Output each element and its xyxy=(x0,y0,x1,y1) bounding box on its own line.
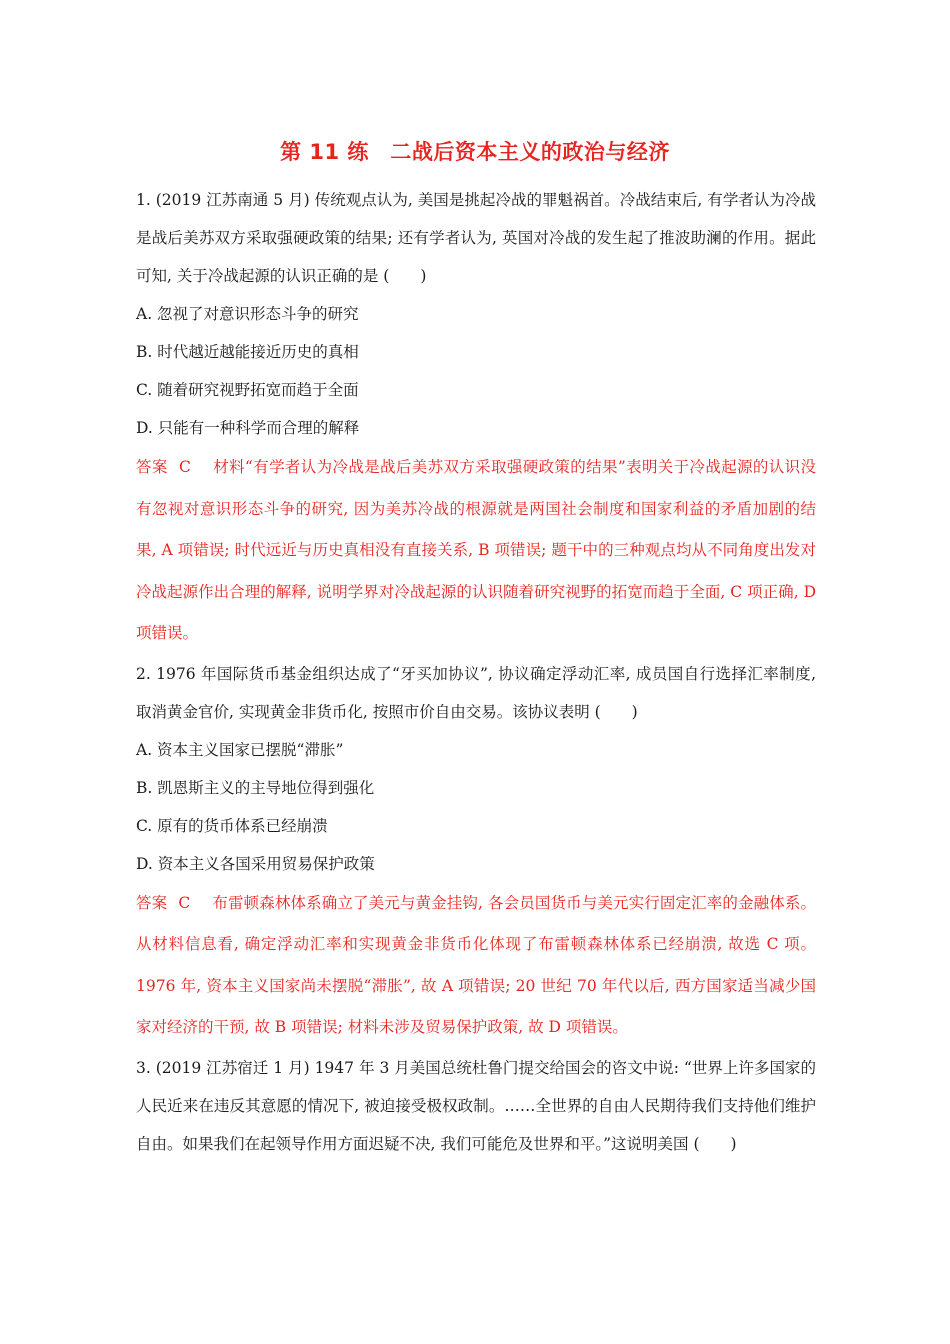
option-d: D. 只能有一种科学而合理的解释 xyxy=(136,419,360,437)
question-3 xyxy=(136,1049,816,1163)
option-d: D. 资本主义各国采用贸易保护政策 xyxy=(136,854,375,873)
option-b: B. 凯恩斯主义的主导地位得到强化 xyxy=(136,778,375,797)
option-a: A. 忽视了对意识形态斗争的研究 xyxy=(136,305,359,323)
option-a: A. 资本主义国家已摆脱“滞胀” xyxy=(136,740,344,759)
question-stem: 2. 1976 年国际货币基金组织达成了“牙买加协议”, 协议确定浮动汇率, 成员国自行选择汇率制度, 取消黄金官价, 实现黄金非货币化, 按照市价自由交易。该协议表明 ( ) xyxy=(136,664,816,721)
option-c: C. 原有的货币体系已经崩溃 xyxy=(136,816,328,835)
question-1 xyxy=(136,181,816,655)
option-c: C. 随着研究视野拓宽而趋于全面 xyxy=(136,381,359,399)
answer-explanation xyxy=(136,447,816,655)
answer-explanation xyxy=(136,883,816,1049)
answer-text: 布雷顿森林体系确立了美元与黄金挂钩, 各会员国货币与美元实行固定汇率的金融体系。从材料信息看, 确定浮动汇率和实现黄金非货币化体现了布雷顿森林体系已经崩溃, 故选 C 项。1976 年, 资本主义国家尚未摆脱“滞胀”, 故 A 项错误; 20 世纪 70 年代以后, 西方国家适当减少国家对经济的干预, 故 B 项错误; 材料未涉及贸易保护政策, 故 D 项错误。 xyxy=(136,893,816,1036)
question-stem: 1. (2019 江苏南通 5 月) 传统观点认为, 美国是挑起冷战的罪魁祸首。冷战结束后, 有学者认为冷战是战后美苏双方采取强硬政策的结果; 还有学者认为, 英国对冷战的发生起了推波助澜的作用。据此可知, 关于冷战起源的认识正确的是 ( ) xyxy=(136,191,816,285)
option-b: B. 时代越近越能接近历史的真相 xyxy=(136,343,359,361)
question-2 xyxy=(136,655,816,1049)
answer-label: 答案 xyxy=(136,893,168,912)
answer-letter: C xyxy=(178,893,191,912)
answer-letter: C xyxy=(179,458,191,476)
answer-label: 答案 xyxy=(136,458,168,476)
page-title: 第 11 练 二战后资本主义的政治与经济 xyxy=(280,140,670,164)
question-stem: 3. (2019 江苏宿迁 1 月) 1947 年 3 月美国总统杜鲁门提交给国会的咨文中说: “世界上许多国家的人民近来在违反其意愿的情况下, 被迫接受极权政制。……全世界的自由人民期待我们支持他们维护自由。如果我们在起领导作用方面迟疑不决, 我们可能危及世界和平。”这说明美国 ( ) xyxy=(136,1058,816,1153)
answer-text: 材料“有学者认为冷战是战后美苏双方采取强硬政策的结果”表明关于冷战起源的认识没有忽视对意识形态斗争的研究, 因为美苏冷战的根源就是两国社会制度和国家利益的矛盾加剧的结果, A 项错误; 时代远近与历史真相没有直接关系, B 项错误; 题干中的三种观点均从不同角度出发对冷战起源作出合理的解释, 说明学界对冷战起源的认识随着研究视野的拓宽而趋于全面, C 项正确, D 项错误。 xyxy=(136,458,816,642)
question-list xyxy=(136,181,816,1163)
